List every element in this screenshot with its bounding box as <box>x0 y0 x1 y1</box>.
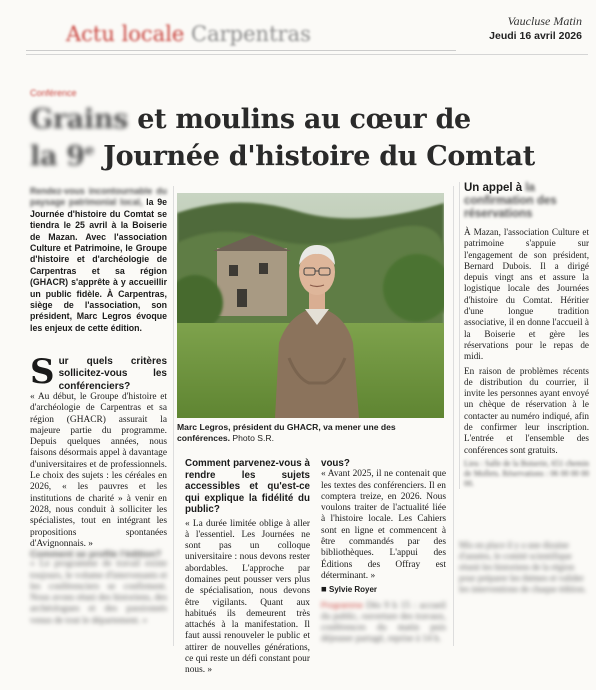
question-3-end: vous? <box>321 458 350 469</box>
subquestion-heading: Comment se profile l'édition? <box>30 548 162 559</box>
answer-1: « Au début, le Groupe d'histoire et d'archéologie de Carpentras et sa région (GHACR) assurait la majeure partie du programme. Depuis quelques années, nous faisons désormais appel à davantage d'universitaires et de professionnels. Le choix des sujets : les céréales en 2026, « les pauvres et les institutions de charité » à venir en 2028, nous conduit à solliciter les spécialistes, tout en intégrant les propositions spontanées d'Avignonnais. » <box>30 392 167 549</box>
question-1 <box>30 352 167 393</box>
caption-text: Marc Legros, président du GHACR, va mener une des conférences. <box>177 422 396 443</box>
header-divider <box>26 54 588 55</box>
sidebar-location: Lieu : Salle de la Boiserie, 651 chemin de Mollets. Réservations : 06 00 00 00 00. <box>464 458 589 488</box>
photo-credit: Photo S.R. <box>232 432 274 443</box>
photo-caption <box>177 422 447 443</box>
paper-name: Vaucluse Matin <box>507 14 582 28</box>
subquestion-answer: « Le programme de travail existe toujours, le volume d'intervenants et les conférenciers se confirment. Nous avons réuni des historiens, des archéologues et des passionnés venus de tout le département. » <box>30 559 167 626</box>
program-block <box>321 600 446 646</box>
portrait-photo <box>177 193 444 418</box>
rubric-city: Carpentras <box>191 22 311 46</box>
sidebar-title-start: Un appel à <box>464 182 523 194</box>
headline-blurred-word: Grains <box>30 104 129 135</box>
article-headline <box>30 104 570 172</box>
answer-2: « La durée limitée oblige à aller à l'essentiel. Les Journées ne sont pas un colloque universitaire : nous devons rester abordables. L'approche par domaines peut pousser vers plus de spécialisation, nous devons être vigilants. Quant aux habitués ils demeurent très attachés à la manifestation. Il faut aussi renouveler le public et attirer de nouvelles générations, ce qui reste un défi constant pour nous. » <box>185 518 310 676</box>
headline-ordinal: la 9 <box>30 141 85 172</box>
headline-line-2: Journée d'histoire du Comtat <box>103 141 535 172</box>
column-divider <box>173 186 174 646</box>
sidebar-body <box>464 227 589 489</box>
article-lead <box>30 186 167 334</box>
drop-cap: S <box>30 352 55 392</box>
program-text: Dès 9 h 15 : accueil du public, ouverture des travaux, conférences du matin puis déjeuner partagé, reprise à 14 h. <box>321 600 446 645</box>
masthead <box>489 14 582 42</box>
article-kicker: Conférence <box>30 88 77 98</box>
section-rubric <box>66 22 311 46</box>
headline-blurred-prefix <box>30 141 94 172</box>
headline-line-1: et moulins au cœur de <box>137 104 471 135</box>
question-1-text: ur quels critères sollicitez-vous les conférenciers? <box>58 356 167 392</box>
lead-blurred: Rendez-vous incontournable du paysage patrimonial local, <box>30 186 167 208</box>
column-divider <box>453 186 454 646</box>
question-2: Comment parvenez-vous à rendre les sujets accessibles et qu'est-ce qui explique la fidélité du public? <box>185 458 310 515</box>
question-3-column <box>321 458 446 646</box>
headline-sup: e <box>84 141 94 159</box>
answer-3: « Avant 2025, il ne contenait que les textes des conférenciers. Il en comptera treize, en 2026. Nous voulons traiter de l'actualité liée à l'histoire locale. Les Cahiers sont en ligne et commencent à être commandés par des bibliothèques. L'appui des Éditions des Offray est déterminant. » <box>321 469 446 581</box>
program-label: Programme <box>321 600 363 610</box>
lead-text: la 9e Journée d'histoire du Comtat se tiendra le 25 avril à la Boiserie de Mazan. Avec l'association Culture et Patrimoine, le Groupe d'histoire et d'archéologie de Carpentras et sa région (GHACR) s'apprête à y accueillir un public fidèle. À Carpentras, siège de l'association, son président, Marc Legros évoque les enjeux de cette édition. <box>30 197 167 333</box>
sidebar-title <box>464 182 589 221</box>
sidebar-paragraph-2: En raison de problèmes récents de distribution du courrier, il invite les personnes ayant envoyé un chèque de réservation à le contacter au numéro indiqué, afin de confirmer leur inscription. L'entrée et l'ensemble des conférences sont gratuits. <box>464 365 589 455</box>
rubric-label: Actu locale <box>66 22 185 46</box>
author-name: Sylvie Royer <box>329 585 378 595</box>
sidebar-bottom-text: Mis en place il y a une dizaine d'années, le comité scientifique réunit les historiens de la région pour préparer les thèmes et valider les interventions de chaque édition. <box>459 540 587 594</box>
article-photo <box>177 193 444 418</box>
sidebar-title-end: la confirmation des réservations <box>464 182 557 220</box>
sidebar-box <box>459 182 589 489</box>
sidebar-paragraph-1: À Mazan, l'association Culture et patrimoine s'appuie sur l'engagement de son président, Bernard Dubois. Il a dirigé depuis vingt ans et assure la logistique locale des Journées d'histoire du Comtat. Héritier d'une longue tradition associative, il en donne l'accueil à la Boiserie et gère les réservations pour le repas de midi. <box>464 227 589 362</box>
question-2-column <box>185 458 310 677</box>
issue-date: Jeudi 16 avril 2026 <box>489 30 582 42</box>
answer-1-continued <box>30 548 167 627</box>
author-line: ■ Sylvie Royer <box>321 585 378 596</box>
